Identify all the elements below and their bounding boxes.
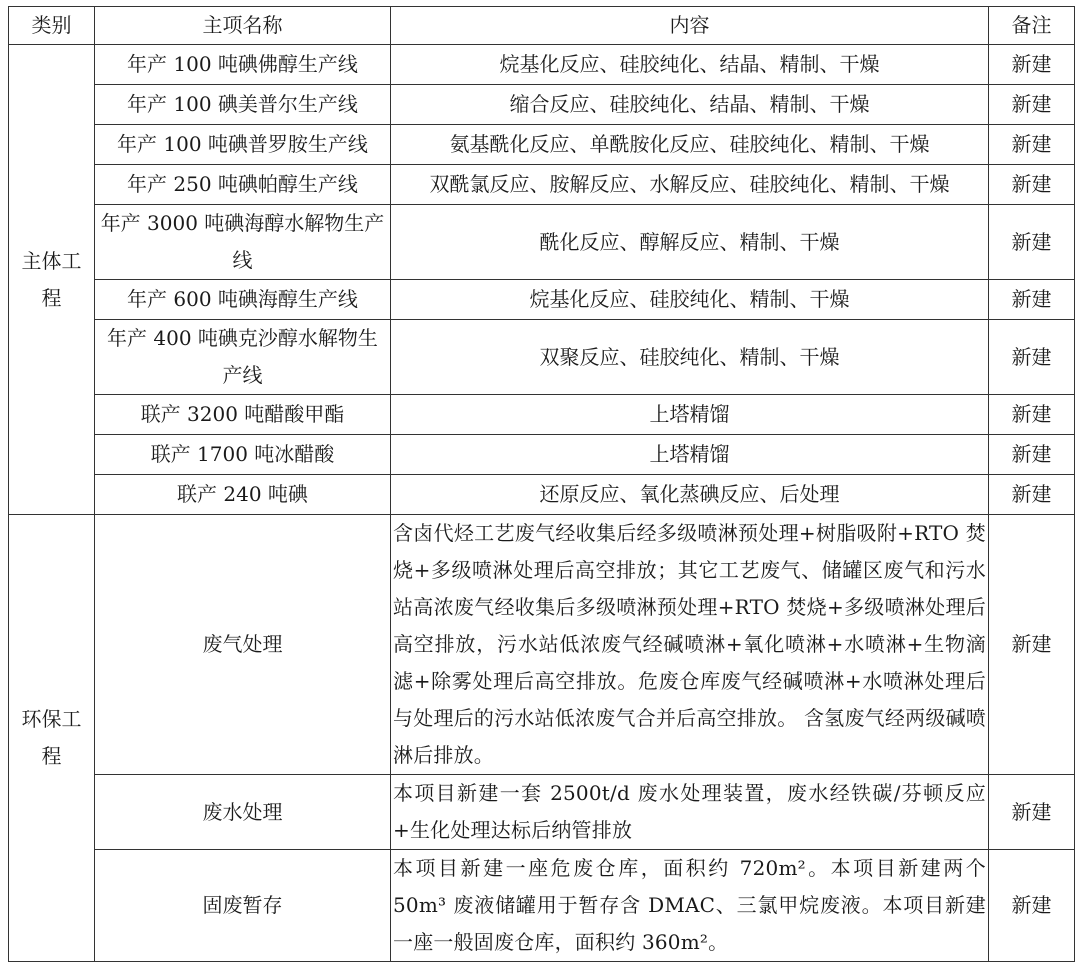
row-content: 还原反应、氧化蒸碘反应、后处理 <box>391 475 989 515</box>
row-note: 新建 <box>989 205 1075 280</box>
category-main <box>9 45 95 515</box>
header-category: 类别 <box>9 7 95 45</box>
table-row <box>9 205 1075 280</box>
row-name: 固废暂存 <box>95 850 391 962</box>
row-content: 烷基化反应、硅胶纯化、结晶、精制、干燥 <box>391 45 989 85</box>
row-name: 年产 100 碘美普尔生产线 <box>95 85 391 125</box>
row-note: 新建 <box>989 435 1075 475</box>
row-note: 新建 <box>989 280 1075 320</box>
table-row <box>9 125 1075 165</box>
row-name: 联产 3200 吨醋酸甲酯 <box>95 395 391 435</box>
row-note: 新建 <box>989 515 1075 775</box>
row-note: 新建 <box>989 475 1075 515</box>
row-note: 新建 <box>989 395 1075 435</box>
category-main-label: 主体工程 <box>21 248 82 310</box>
table-row <box>9 85 1075 125</box>
row-name: 废气处理 <box>95 515 391 775</box>
row-note: 新建 <box>989 125 1075 165</box>
row-name: 年产 600 吨碘海醇生产线 <box>95 280 391 320</box>
row-name: 废水处理 <box>95 775 391 850</box>
row-note: 新建 <box>989 45 1075 85</box>
table-row <box>9 165 1075 205</box>
row-name: 年产 100 吨碘佛醇生产线 <box>95 45 391 85</box>
table-row <box>9 45 1075 85</box>
row-name: 年产 400 吨碘克沙醇水解物生产线 <box>95 320 391 395</box>
header-name: 主项名称 <box>95 7 391 45</box>
category-env-label: 环保工程 <box>21 707 82 768</box>
row-name: 年产 100 吨碘普罗胺生产线 <box>95 125 391 165</box>
header-note: 备注 <box>989 7 1075 45</box>
table-header-row <box>9 7 1075 45</box>
table-row <box>9 775 1075 850</box>
table-row <box>9 475 1075 515</box>
category-env <box>9 515 95 962</box>
row-name: 年产 3000 吨碘海醇水解物生产线 <box>95 205 391 280</box>
row-content: 烷基化反应、硅胶纯化、精制、干燥 <box>391 280 989 320</box>
header-content: 内容 <box>391 7 989 45</box>
row-content: 本项目新建一套 2500t/d 废水处理装置，废水经铁碳/芬顿反应+生化处理达标后纳管排放 <box>391 775 989 850</box>
row-name: 联产 1700 吨冰醋酸 <box>95 435 391 475</box>
row-note: 新建 <box>989 775 1075 850</box>
row-note: 新建 <box>989 320 1075 395</box>
row-content: 本项目新建一座危废仓库，面积约 720m²。本项目新建两个 50m³ 废液储罐用于暂存含 DMAC、三氯甲烷废液。本项目新建一座一般固废仓库，面积约 360m²。 <box>391 850 989 962</box>
table-row <box>9 515 1075 775</box>
row-name: 联产 240 吨碘 <box>95 475 391 515</box>
row-content: 酰化反应、醇解反应、精制、干燥 <box>391 205 989 280</box>
row-content: 上塔精馏 <box>391 395 989 435</box>
table-row <box>9 280 1075 320</box>
row-content: 双酰氯反应、胺解反应、水解反应、硅胶纯化、精制、干燥 <box>391 165 989 205</box>
table-row <box>9 850 1075 962</box>
row-content: 双聚反应、硅胶纯化、精制、干燥 <box>391 320 989 395</box>
row-name: 年产 250 吨碘帕醇生产线 <box>95 165 391 205</box>
row-note: 新建 <box>989 850 1075 962</box>
row-content: 氨基酰化反应、单酰胺化反应、硅胶纯化、精制、干燥 <box>391 125 989 165</box>
table-row <box>9 395 1075 435</box>
row-note: 新建 <box>989 85 1075 125</box>
table-row <box>9 435 1075 475</box>
row-note: 新建 <box>989 165 1075 205</box>
table-row <box>9 320 1075 395</box>
row-content: 含卤代烃工艺废气经收集后经多级喷淋预处理+树脂吸附+RTO 焚烧+多级喷淋处理后高空排放；其它工艺废气、储罐区废气和污水站高浓废气经收集后多级喷淋预处理+RTO 焚烧+多级喷淋处理后高空排放，污水站低浓废气经碱喷淋+氧化喷淋+水喷淋+生物滴滤+除雾处理后高空排放。危废仓库废气经碱喷淋+水喷淋处理后与处理后的污水站低浓废气合并后高空排放。 含氢废气经两级碱喷淋后排放。 <box>391 515 989 775</box>
row-content: 上塔精馏 <box>391 435 989 475</box>
project-table <box>8 6 1075 962</box>
row-content: 缩合反应、硅胶纯化、结晶、精制、干燥 <box>391 85 989 125</box>
